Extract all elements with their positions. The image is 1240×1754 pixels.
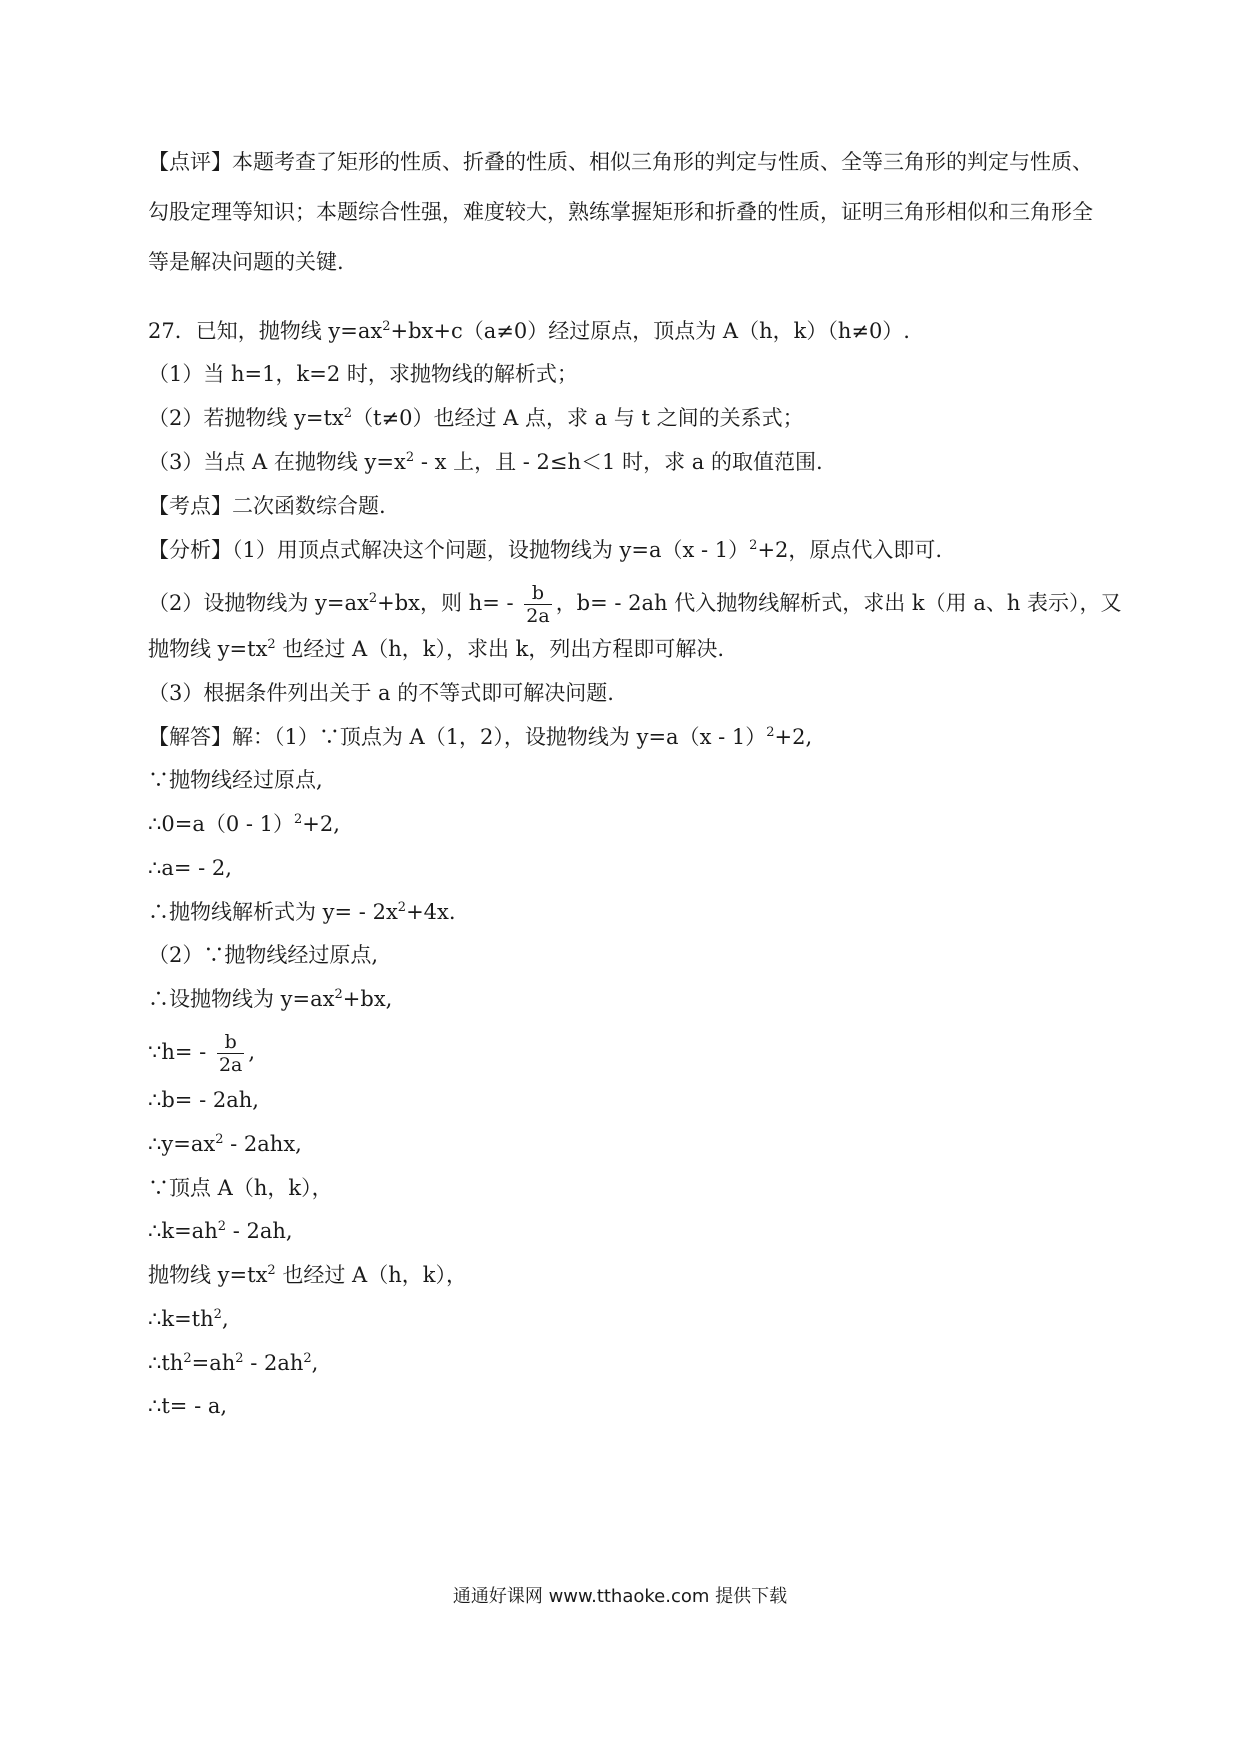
analysis-2-cont: 抛物线 $y=tx^2$ 也经过 A（h，k），求出 k，列出方程即可解决. xyxy=(148,637,725,661)
analysis-2: （2）设抛物线为 $y=ax^2+bx$，则 h= - $\frac{b}{2a}$ ，b= - 2ah 代入抛物线解析式，求出 k（用 a、h 表示），又 xyxy=(148,582,1122,627)
analysis-1: 【分析】（1）用顶点式解决这个问题，设抛物线为 y=a（x - 1）$^2$+2，原点代入即可. xyxy=(148,538,943,562)
solution-line-10: $\therefore y=ax^2 - 2ahx$, xyxy=(148,1132,302,1156)
solution-line-3: ∴0=a（0 - 1）$^2$+2, xyxy=(148,812,340,836)
page-footer: 通通好课网 www.tthaoke.com 提供下载 xyxy=(452,1586,788,1607)
solution-line-16: ∴t= - a, xyxy=(148,1394,228,1418)
fraction-b-over-2a: $\frac{b}{2a}$ xyxy=(218,1031,243,1076)
fraction-b-over-2a: $\frac{b}{2a}$ xyxy=(526,582,550,627)
question-2: （2）若抛物线 $y=tx^2(t\ne 0)$也经过 A 点，求 a 与 t 之间的关系式； xyxy=(148,406,804,430)
comment-paragraph: 【点评】本题考查了矩形的性质、折叠的性质、相似三角形的判定与性质、全等三角形的判定与性质、勾股定理等知识；本题综合性强，难度较大，熟练掌握矩形和折叠的性质，证明三角形相似和三角形全等是解决问题的关键. xyxy=(148,150,1093,274)
solution-line-11: ∵顶点 A（h，k）， xyxy=(148,1176,333,1200)
solution-line-7: ∴设抛物线为 $y=ax^2+bx$, xyxy=(148,987,393,1011)
question-1: （1）当 h=1，k=2 时，求抛物线的解析式； xyxy=(148,362,578,386)
solution-line-9: ∴b= - 2ah, xyxy=(148,1088,259,1112)
solution-line-2: ∵抛物线经过原点, xyxy=(148,768,323,792)
solution-line-12: $\therefore k=ah^2 - 2ah$, xyxy=(148,1219,293,1243)
solution-line-8: ∵h= - $\frac{b}{2a}$ , xyxy=(148,1031,256,1076)
solution-line-1: 【解答】解：（1）∵顶点为 A（1，2），设抛物线为 y=a（x - 1）$^2$+2, xyxy=(148,725,813,749)
analysis-3: （3）根据条件列出关于 a 的不等式即可解决问题. xyxy=(148,681,614,705)
solution-line-5: ∴抛物线解析式为 $y= - 2x^2+4x$. xyxy=(148,900,456,924)
solution-line-13: 抛物线 $y=tx^2$ 也经过 A（h，k）， xyxy=(148,1263,467,1287)
question-3: （3）当点 A 在抛物线 $y=x^2 - x$ 上，且 - 2≤h＜1 时，求 a 的取值范围. xyxy=(148,450,823,474)
solution-line-4: ∴a= - 2, xyxy=(148,856,232,880)
problem-stem: 27．已知，抛物线 $y=ax^2+bx+c(a\ne 0)$经过原点，顶点为 A（h，k）（h≠0）. xyxy=(148,319,910,343)
kaodian-line: 【考点】二次函数综合题. xyxy=(148,494,386,518)
solution-line-15: $\therefore th^2=ah^2 - 2ah^2$, xyxy=(148,1351,319,1375)
solution-line-14: $\therefore k=th^2$, xyxy=(148,1307,229,1331)
solution-line-6: （2）∵抛物线经过原点, xyxy=(148,943,379,967)
